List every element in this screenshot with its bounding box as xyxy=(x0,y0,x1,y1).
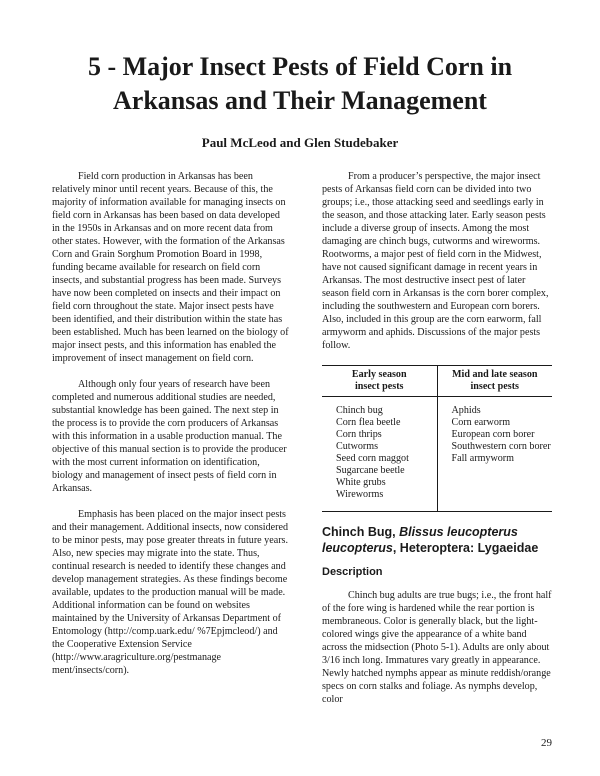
list-item: Wireworms xyxy=(336,489,384,500)
paragraph: Emphasis has been placed on the major insect pests and their management. Additional insects, now considered to be minor pests, may pose greater threats in future years. Also, new species may migrate into the state. Thus, continual research is needed to identify these changes and develop management strategies. As these findings become available, updates to the production manual will be made. Additional information can be found on websites maintained by the University of Arkansas Department of Entomology (http://comp.uark.edu/ %7Epjmcleod/) and the Cooperative Extension Service (http://www.aragriculture.org/pestmanage ment/insects/corn). xyxy=(52,509,289,676)
header-line: insect pests xyxy=(354,381,404,392)
list-item: European corn borer xyxy=(451,429,535,440)
authors: Paul McLeod and Glen Studebaker xyxy=(201,135,399,150)
section-heading xyxy=(322,524,554,556)
header-line: Mid and late season xyxy=(451,369,538,380)
late-season-column xyxy=(437,366,553,511)
section-heading-suffix: , Heteroptera: Lygaeidae xyxy=(392,541,539,555)
paragraph: Although only four years of research have been completed and numerous additional studies are needed, substantial knowledge has been gained. The next step in the process is to provide the corn producers of Arkansas with this information in a usable production manual. The objective of this manual section is to provide the producer with the most current information on identification, biology and management of insect pests of field corn in Arkansas. xyxy=(52,379,287,494)
list-item: Sugarcane beetle xyxy=(336,465,405,476)
list-item: White grubs xyxy=(336,477,386,488)
list-item: Aphids xyxy=(451,405,481,416)
left-column xyxy=(52,170,290,690)
title-line-2: Arkansas and Their Management xyxy=(113,86,487,115)
description-subheading: Description xyxy=(322,566,383,578)
right-column xyxy=(322,170,554,719)
species-name: Blissus leucopterus leucopterus xyxy=(322,525,518,555)
paragraph: Chinch bug adults are true bugs; i.e., the front half of the fore wing is hardened while the rear portion is membraneous. Color is generally black, but the light-colored wings give the appearance of a white band across the midsection (Photo 5-1). Adults are only about 3/16 inch long. Immatures vary greatly in appearance. Newly hatched nymphs appear as minute reddish/orange specs on corn stalks and foliage. As nymphs develop, color xyxy=(322,590,552,705)
list-item: Fall armyworm xyxy=(451,453,515,464)
page-title xyxy=(40,50,560,118)
late-season-header xyxy=(438,366,553,397)
page-number: 29 xyxy=(541,737,552,749)
list-item: Cutworms xyxy=(336,441,379,452)
early-season-column xyxy=(322,366,437,511)
section-heading-prefix: Chinch Bug, xyxy=(322,525,400,539)
list-item: Southwestern corn borer xyxy=(451,441,551,452)
header-line: insect pests xyxy=(470,381,519,392)
list-item: Corn thrips xyxy=(336,429,382,440)
early-season-list xyxy=(322,397,437,511)
paragraph: From a producer’s perspective, the major insect pests of Arkansas field corn can be divided into two groups; i.e., those attacking seed and seedlings early in the season, and those attacking later. Early season pests include a diverse group of insects. Among the most damaging are chinch bugs, cutworms and wireworms. Rootworms, a major pest of field corn in the Midwest, have not caused significant damage in recent years in Arkansas. The most destructive insect pest of later season field corn in Arkansas is the corn borer complex, including the southwestern and European corn borers. Also, included in this group are the corn earworm, fall armyworm and aphids. Discussions of the major pests follow. xyxy=(322,171,549,351)
title-line-1: 5 - Major Insect Pests of Field Corn in xyxy=(87,52,513,81)
early-season-header xyxy=(322,366,437,397)
late-season-list xyxy=(438,397,553,475)
header-line: Early season xyxy=(351,369,407,380)
list-item: Seed corn maggot xyxy=(336,453,409,464)
list-item: Corn earworm xyxy=(451,417,511,428)
list-item: Corn flea beetle xyxy=(336,417,401,428)
paragraph: Field corn production in Arkansas has been relatively minor until recent years. Because of this, the majority of information available for managing insects on field corn in Arkansas has been based on data developed in the 1950s in Arkansas and on more recent data from other states. However, with the formation of the Arkansas Corn and Grain Sorghum Promotion Board in 1998, funding became available for research on field corn insects, and substantial progress has been made. Surveys have now been completed on insects and their impact on field corn throughout the state. Major insect pests have been identified, and their distribution within the state has been established. Much has been learned on the biology of major insect pests, and this information has enabled the improvement of insect management on field corn. xyxy=(52,171,289,364)
list-item: Chinch bug xyxy=(336,405,383,416)
pest-table xyxy=(322,365,552,512)
